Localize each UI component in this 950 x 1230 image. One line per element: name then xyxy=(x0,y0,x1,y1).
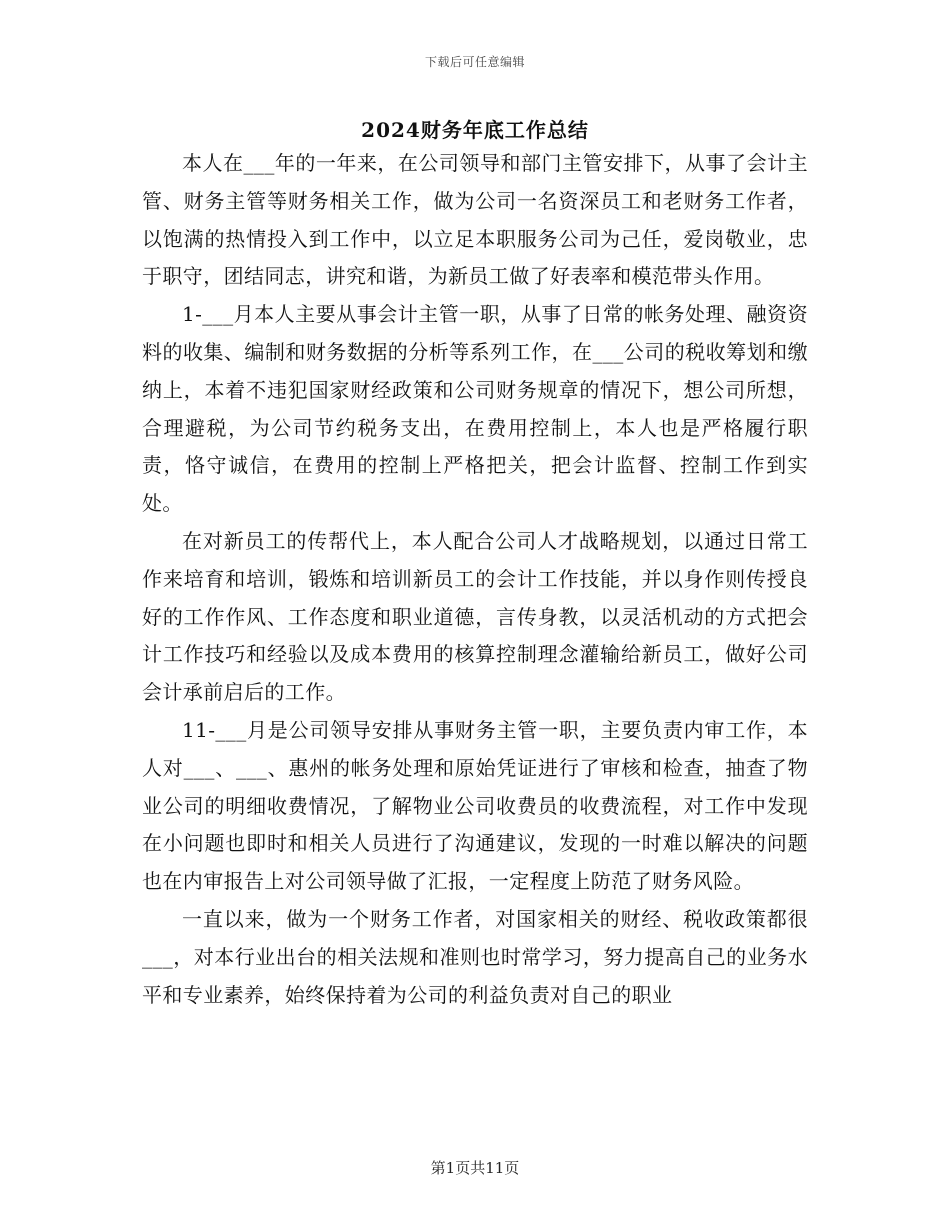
document-title: 2024财务年底工作总结 xyxy=(361,118,589,142)
paragraph: 1-___月本人主要从事会计主管一职，从事了日常的帐务处理、融资资料的收集、编制和财务数据的分析等系列工作，在___公司的税收筹划和缴纳上，本着不违犯国家财经政策和公司财务规章的情况下，想公司所想，合理避税，为公司节约税务支出，在费用控制上，本人也是严格履行职责，恪守诚信，在费用的控制上严格把关，把会计监督、控制工作到实处。 xyxy=(142,302,808,516)
page-number-footer: 第1页共11页 xyxy=(430,1159,520,1177)
paragraph: 在对新员工的传帮代上，本人配合公司人才战略规划，以通过日常工作来培育和培训，锻炼和培训新员工的会计工作技能，并以身作则传授良好的工作作风、工作态度和职业道德，言传身教，以灵活机动的方式把会计工作技巧和经验以及成本费用的核算控制理念灌输给新员工，做好公司会计承前启后的工作。 xyxy=(142,528,808,705)
paragraph: 本人在___年的一年来，在公司领导和部门主管安排下，从事了会计主管、财务主管等财务相关工作，做为公司一名资深员工和老财务工作者，以饱满的热情投入到工作中，以立足本职服务公司为己任，爱岗敬业，忠于职守，团结同志，讲究和谐，为新员工做了好表率和模范带头作用。 xyxy=(142,151,808,289)
document-body xyxy=(142,145,808,1014)
paragraph: 一直以来，做为一个财务工作者，对国家相关的财经、税收政策都很___，对本行业出台的相关法规和准则也时常学习，努力提高自己的业务水平和专业素养，始终保持着为公司的利益负责对自己的职业 xyxy=(142,906,808,1007)
paragraph: 11-___月是公司领导安排从事财务主管一职，主要负责内审工作，本人对___、___、惠州的帐务处理和原始凭证进行了审核和检查，抽查了物业公司的明细收费情况，了解物业公司收费员的收费流程，对工作中发现在小问题也即时和相关人员进行了沟通建议，发现的一时难以解决的问题也在内审报告上对公司领导做了汇报，一定程度上防范了财务风险。 xyxy=(142,717,808,894)
header-note: 下载后可任意编辑 xyxy=(424,55,525,69)
